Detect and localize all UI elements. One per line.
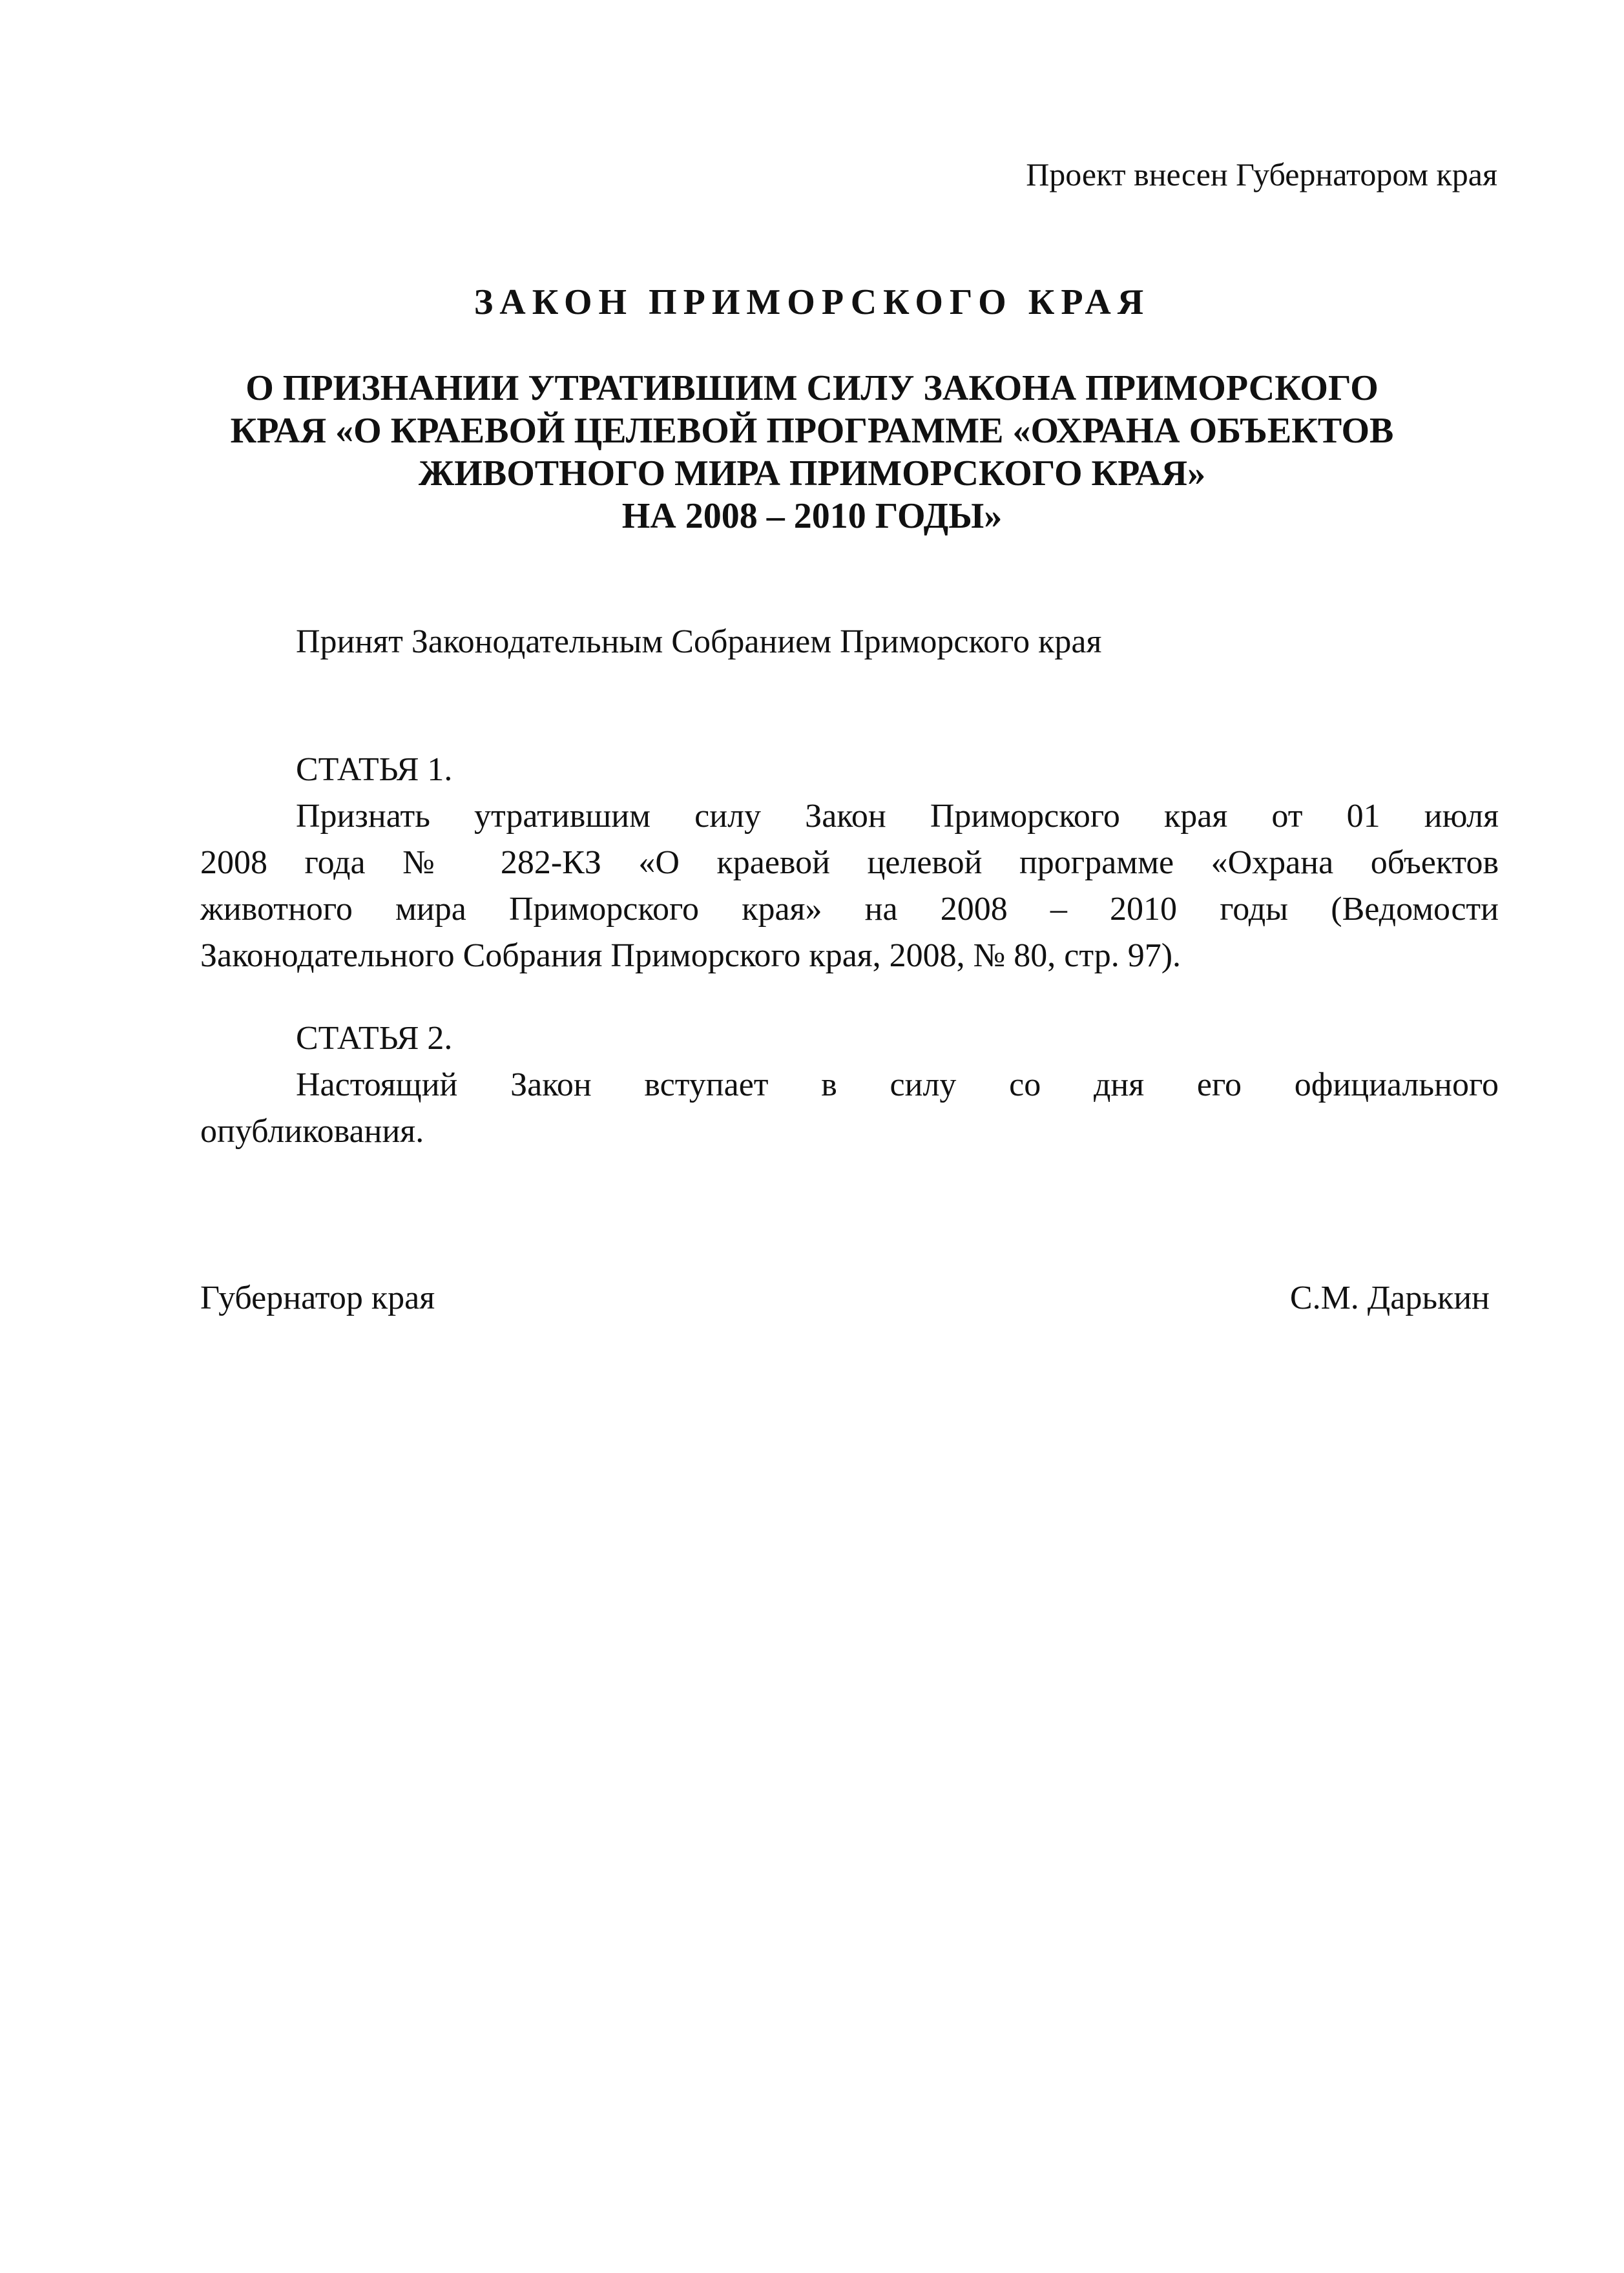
- article-1-heading: СТАТЬЯ 1.: [296, 751, 453, 788]
- article-1-line: 2008 года № 282-КЗ «О краевой целевой программе «Охрана объектов: [200, 844, 1499, 881]
- article-1-line: Признать утратившим силу Закон Приморского края от 01 июля: [296, 798, 1499, 835]
- law-title-line: КРАЯ «О КРАЕВОЙ ЦЕЛЕВОЙ ПРОГРАММЕ «ОХРАНА ОБЪЕКТОВ: [230, 411, 1394, 451]
- law-title-line: О ПРИЗНАНИИ УТРАТИВШИМ СИЛУ ЗАКОНА ПРИМОРСКОГО: [245, 368, 1379, 408]
- law-title-line: НА 2008 – 2010 ГОДЫ»: [621, 496, 1003, 536]
- article-1-line: животного мира Приморского края» на 2008 – 2010 годы (Ведомости: [200, 891, 1499, 928]
- submitted-by-note: Проект внесен Губернатором края: [1026, 156, 1497, 192]
- signature-role: Губернатор края: [200, 1280, 435, 1316]
- law-heading: ЗАКОН ПРИМОРСКОГО КРАЯ: [474, 282, 1150, 322]
- adopted-by-note: Принят Законодательным Собранием Приморского края: [296, 623, 1102, 660]
- signature-name: С.М. Дарькин: [1289, 1280, 1490, 1316]
- article-2-line: Настоящий Закон вступает в силу со дня его официального: [296, 1066, 1499, 1103]
- article-2-heading: СТАТЬЯ 2.: [296, 1020, 453, 1057]
- law-title: [0, 367, 1624, 537]
- article-2-line: опубликования.: [200, 1113, 424, 1150]
- article-1-line: Законодательного Собрания Приморского края, 2008, № 80, стр. 97).: [200, 937, 1182, 974]
- law-title-line: ЖИВОТНОГО МИРА ПРИМОРСКОГО КРАЯ»: [418, 453, 1206, 493]
